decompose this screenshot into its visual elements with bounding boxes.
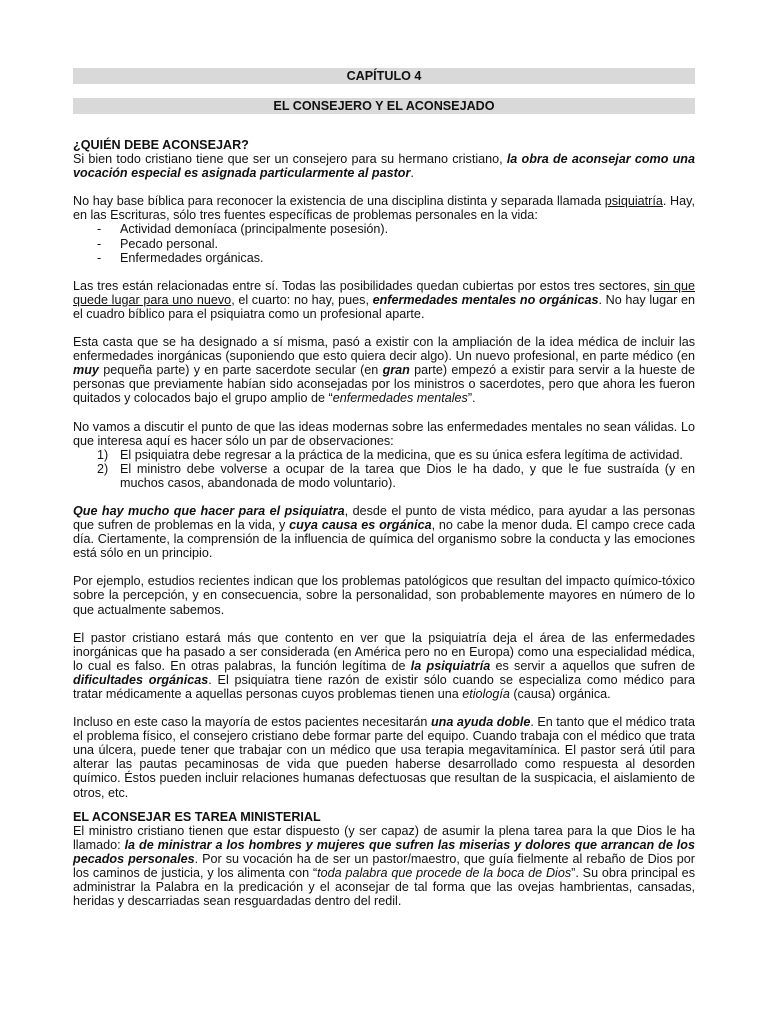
document-page: [73, 66, 695, 908]
list-item: - Pecado personal.: [73, 237, 695, 251]
paragraph-3: Las tres están relacionadas entre sí. Todas las posibilidades quedan cubiertas por estos tres sectores, sin que quede lugar para uno nuevo, el cuarto: no hay, pues, enfermedades mentales no orgánicas. No hay lugar en el cuadro bíblico para el psiquiatra como un profesional aparte.: [73, 278, 695, 321]
list-item: - Enfermedades orgánicas.: [73, 251, 695, 265]
sources-list: [73, 222, 695, 264]
paragraph-2: No hay base bíblica para reconocer la existencia de una disciplina distinta y separada llamada psiquiatría. Hay, en las Escrituras, sólo tres fuentes específicas de problemas personales en la vida:: [73, 194, 695, 223]
section-heading-tarea: EL ACONSEJAR ES TAREA MINISTERIAL: [73, 809, 321, 824]
list-item: 1) El psiquiatra debe regresar a la práctica de la medicina, que es su única esfera legítima de actividad.: [97, 447, 683, 462]
section-heading-quien: ¿QUIÉN DEBE ACONSEJAR?: [73, 138, 249, 152]
list-item: 2) El ministro debe volverse a ocupar de la tarea que Dios le ha dado, y que le fue sustraída (y en muchos casos, abandonada de modo voluntario).: [97, 461, 695, 490]
observations-list: [73, 448, 695, 490]
paragraph-10: El ministro cristiano tienen que estar dispuesto (y ser capaz) de asumir la plena tarea para la que Dios le ha llamado: la de ministrar a los hombres y mujeres que sufren las miserias y dolores que arrancan de los pecados personales. Por su vocación ha de ser un pastor/maestro, que guía fielmente al rebaño de Dios por los caminos de justicia, y los alimenta con “toda palabra que procede de la boca de Dios”. Su obra principal es administrar la Palabra en la predicación y el aconsejar de tal forma que las ovejas hambrientas, cansadas, heridas y descarriadas sean resguardadas dentro del redil.: [73, 823, 695, 909]
paragraph-1: Si bien todo cristiano tiene que ser un consejero para su hermano cristiano, la obra de aconsejar como una vocación especial es asignada particularmente al pastor.: [73, 152, 695, 181]
paragraph-5: No vamos a discutir el punto de que las ideas modernas sobre las enfermedades mentales no sean válidas. Lo que interesa aquí es hacer sólo un par de observaciones:: [73, 419, 695, 448]
paragraph-4: Esta casta que se ha designado a sí misma, pasó a existir con la ampliación de la idea médica de incluir las enfermedades inorgánicas (suponiendo que esto quiera decir algo). Un nuevo profesional, en parte médico (en muy pequeña parte) y en parte sacerdote secular (en gran parte) empezó a existir para servir a la hueste de personas que previamente habían sido aconsejadas por los ministros o sacerdotes, pero que ahora les fueron quitados y colocados bajo el grupo amplio de “enfermedades mentales”.: [73, 335, 695, 406]
paragraph-7: Por ejemplo, estudios recientes indican que los problemas patológicos que resultan del impacto químico-tóxico sobre la percepción, y en consecuencia, sobre la personalidad, son probablemente mayores en número de lo que actualmente sabemos.: [73, 574, 695, 617]
chapter-title: EL CONSEJERO Y EL ACONSEJADO: [73, 98, 695, 114]
paragraph-9: Incluso en este caso la mayoría de estos pacientes necesitarán una ayuda doble. En tanto que el médico trata el problema físico, el consejero cristiano debe formar parte del equipo. Cuando trabaja con el médico que trata una úlcera, puede tener que trabajar con un médico que usa terapia megavitamínica. El pastor será útil para alterar las pautas pecaminosas de vida que pueden haberse desarrollado como respuesta al desorden químico. Éstos pueden incluir relaciones humanas defectuosas que resultan de la suspicacia, el aislamiento de otros, etc.: [73, 715, 695, 800]
paragraph-8: El pastor cristiano estará más que contento en ver que la psiquiatría deja el área de las enfermedades inorgánicas que ha pasado a ser considerada (en América pero no en Europa) como una especialidad médica, lo cual es falso. En otras palabras, la función legítima de la psiquiatría es servir a aquellos que sufren de dificultades orgánicas. El psiquiatra tiene razón de existir sólo cuando se especializa como médico para tratar médicamente a aquellas personas cuyos problemas tienen una etiología (causa) orgánica.: [73, 630, 695, 701]
list-item: - Actividad demoníaca (principalmente posesión).: [73, 222, 695, 236]
paragraph-6: Que hay mucho que hacer para el psiquiatra, desde el punto de vista médico, para ayudar a las personas que sufren de problemas en la vida, y cuya causa es orgánica, no cabe la menor duda. El campo crece cada día. Ciertamente, la comprensión de la influencia de química del organismo sobre la conducta y las emociones está sólo en un principio.: [73, 503, 695, 561]
chapter-heading: CAPÍTULO 4: [73, 68, 695, 84]
